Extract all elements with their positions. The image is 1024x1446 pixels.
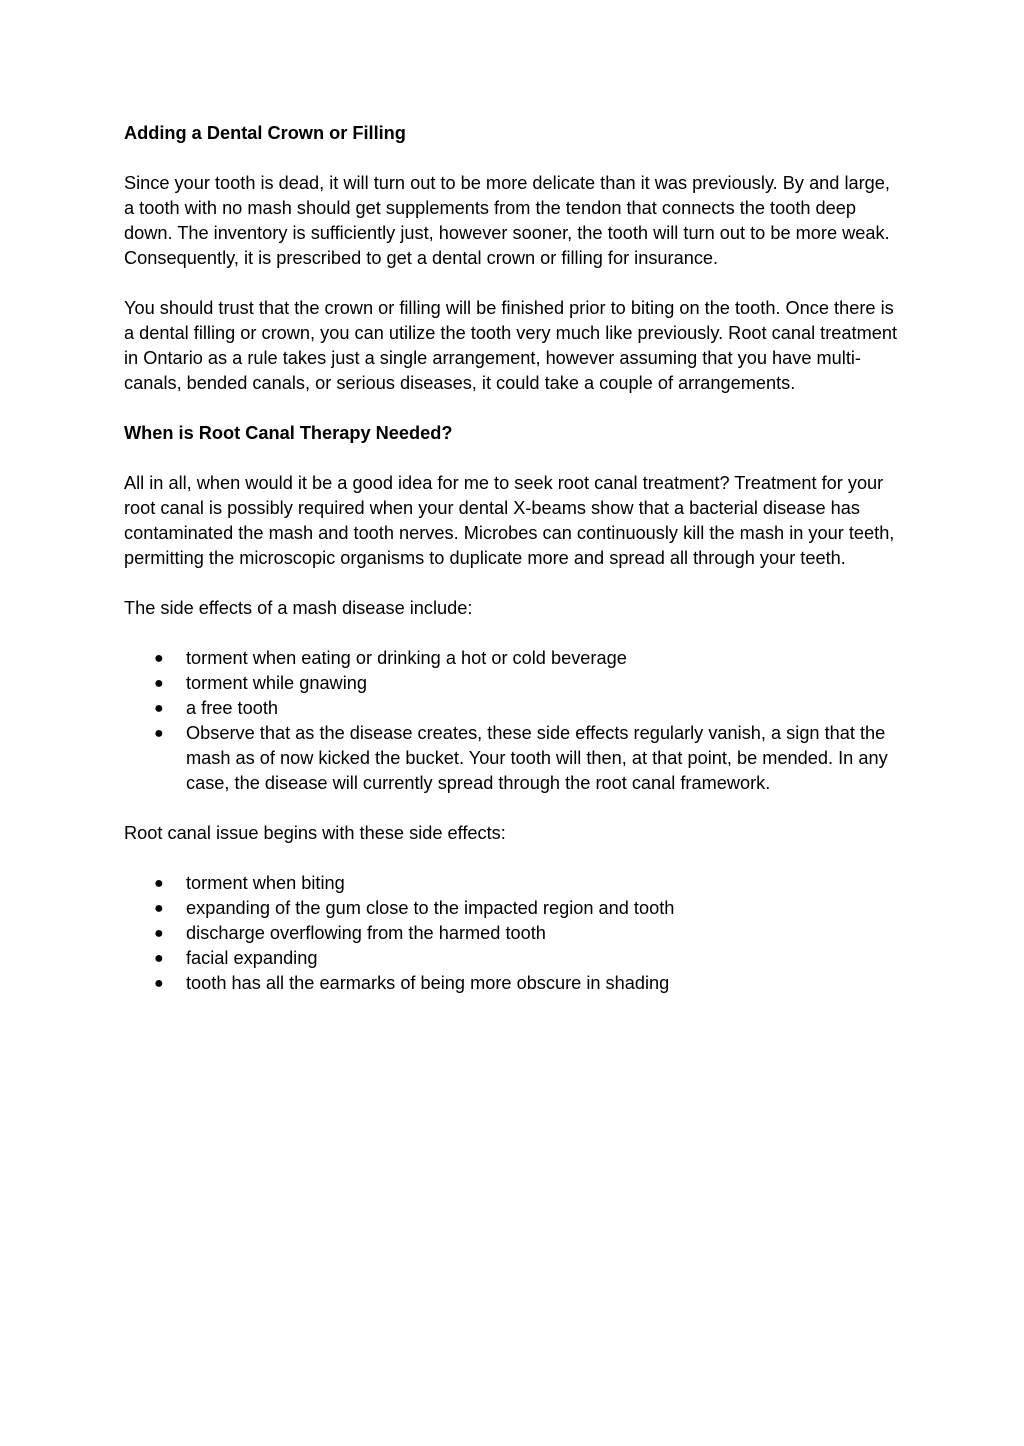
section-heading-crown-filling: Adding a Dental Crown or Filling (124, 123, 406, 143)
list-root-canal-effects (124, 871, 904, 996)
list-item-text: torment when eating or drinking a hot or cold beverage (186, 648, 627, 668)
list-item-text: facial expanding (186, 948, 318, 968)
paragraph-when-treatment: All in all, when would it be a good idea for me to seek root canal treatment? Treatment for your root canal is possibly required when your dental X-beams show that a bacterial disease has contaminated the mash and tooth nerves. Microbes can continuously kill the mash in your teeth, permitting the microscopic organisms to duplicate more and spread all through your teeth. (124, 473, 895, 568)
list-item-text: a free tooth (186, 698, 279, 718)
list-item (124, 896, 904, 921)
paragraph-crown-finished: You should trust that the crown or filling will be finished prior to biting on the tooth. Once there is a dental filling or crown, you can utilize the tooth very much like previously. Root canal treatment in Ontario as a rule takes just a single arrangement, however assuming that you have multi-canals, bended canals, or serious diseases, it could take a couple of arrangements. (124, 298, 898, 393)
list-item (124, 971, 904, 996)
list-item-text: torment when biting (186, 873, 345, 893)
paragraph-root-canal-issue-intro: Root canal issue begins with these side effects: (124, 823, 506, 843)
list-item (124, 871, 904, 896)
bullet-icon: ● (154, 725, 164, 742)
list-item (124, 671, 904, 696)
list-item (124, 721, 904, 796)
list-mash-disease-effects (124, 646, 904, 796)
bullet-icon: ● (154, 650, 164, 667)
paragraph-tooth-delicate: Since your tooth is dead, it will turn out to be more delicate than it was previously. By and large, a tooth with no mash should get supplements from the tendon that connects the tooth deep down. The inventory is sufficiently just, however sooner, the tooth will turn out to be more weak. Consequently, it is prescribed to get a dental crown or filling for insurance. (124, 173, 890, 268)
document-page (124, 121, 904, 1021)
bullet-icon: ● (154, 900, 164, 917)
section-heading-root-canal-needed: When is Root Canal Therapy Needed? (124, 423, 453, 443)
list-item-text: Observe that as the disease creates, these side effects regularly vanish, a sign that the mash as of now kicked the bucket. Your tooth will then, at that point, be mended. In any case, the disease will currently spread through the root canal framework. (186, 723, 888, 793)
list-item-text: expanding of the gum close to the impacted region and tooth (186, 898, 675, 918)
bullet-icon: ● (154, 925, 164, 942)
list-item (124, 646, 904, 671)
bullet-icon: ● (154, 950, 164, 967)
list-item-text: tooth has all the earmarks of being more obscure in shading (186, 973, 670, 993)
list-item (124, 946, 904, 971)
list-item (124, 921, 904, 946)
list-item-text: discharge overflowing from the harmed tooth (186, 923, 546, 943)
bullet-icon: ● (154, 975, 164, 992)
bullet-icon: ● (154, 675, 164, 692)
list-item (124, 696, 904, 721)
list-item-text: torment while gnawing (186, 673, 367, 693)
bullet-icon: ● (154, 875, 164, 892)
bullet-icon: ● (154, 700, 164, 717)
paragraph-mash-disease-intro: The side effects of a mash disease include: (124, 598, 473, 618)
